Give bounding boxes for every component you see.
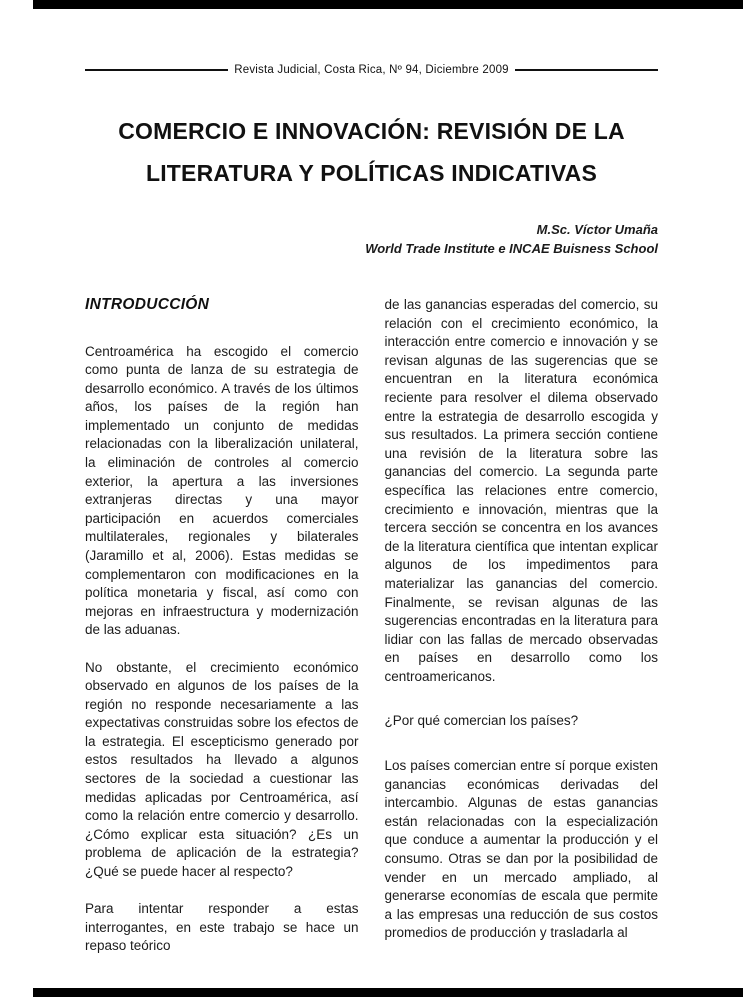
paragraph: No obstante, el crecimiento económico observado en algunos de los países de la región no responde necesariamente a las expectativas construidas sobre los efectos de la estrategia. El escepticismo generado por estos resultados ha llevado a algunos sectores de la sociedad a cuestionar las medidas aplicadas por Centroamérica, así como la relación entre comercio y desarrollo. ¿Cómo explicar esta situación? ¿Es un problema de aplicación de la estrategia? ¿Qué se puede hacer al respecto? — [85, 659, 359, 880]
section-heading-introduccion: INTRODUCCIÓN — [85, 296, 210, 313]
subheading-question: ¿Por qué comercian los países? — [384, 713, 579, 729]
paragraph: de las ganancias esperadas del comercio, su relación con el crecimiento económico, la interacción entre comercio e innovación y se revisan algunas de las sugerencias que se encuentran en la literatura económica reciente para resolver el dilema observado entre la estrategia de desarrollo escogida y sus resultados. La primera sección contiene una revisión de la literatura sobre las ganancias del comercio. La segunda parte específica las relaciones entre comercio, crecimiento e innovación, mientras que la tercera sección se concentra en los avances de la literatura científica que intentan explicar algunos de los impedimentos para materializar las ganancias del comercio. Finalmente, se revisan algunas de las sugerencias encontradas en la literatura para lidiar con las fallas de mercado observadas en países en desarrollo como los centroamericanos. — [384, 297, 658, 684]
author-name: M.Sc. Víctor Umaña — [536, 222, 658, 237]
two-column-body — [85, 296, 658, 974]
left-column — [85, 296, 359, 974]
author-block — [85, 220, 658, 258]
journal-header-text: Revista Judicial, Costa Rica, Nº 94, Diciembre 2009 — [234, 64, 509, 76]
header-left-rule — [85, 69, 228, 71]
bottom-rule-bar — [33, 988, 743, 997]
top-rule-bar — [33, 0, 743, 9]
author-affiliation: World Trade Institute e INCAE Buisness School — [365, 241, 658, 256]
right-column — [385, 296, 659, 974]
journal-header — [85, 64, 658, 76]
paragraph: Centroamérica ha escogido el comercio como punta de lanza de su estrategia de desarrollo económico. A través de los últimos años, los países de la región han implementado un conjunto de medidas relacionadas con la liberalización unilateral, la eliminación de controles al comercio exterior, la apertura a las inversiones extranjeras directas y una mayor participación en acuerdos comerciales multilaterales, regionales y bilaterales (Jaramillo et al, 2006). Estas medidas se complementaron con modificaciones en la política monetaria y fiscal, así como con mejoras en infraestructura y modernización de las aduanas. — [85, 343, 359, 638]
article-title-line2: LITERATURA Y POLÍTICAS INDICATIVAS — [145, 160, 598, 186]
article-title — [60, 110, 683, 194]
paragraph: Para intentar responder a estas interrogantes, en este trabajo se hace un repaso teórico — [85, 901, 359, 954]
paragraph: Los países comercian entre sí porque existen ganancias económicas derivadas del intercambio. Algunas de estas ganancias están relacionadas con la especialización que conduce a aumentar la producción y el consumo. Otras se dan por la posibilidad de vender en un mercado ampliado, al generarse economías de escala que permite a las empresas una reducción de sus costos promedios de producción y trasladarla al — [384, 758, 658, 941]
article-title-line1: COMERCIO E INNOVACIÓN: REVISIÓN DE LA — [118, 118, 625, 144]
header-right-rule — [515, 69, 658, 71]
